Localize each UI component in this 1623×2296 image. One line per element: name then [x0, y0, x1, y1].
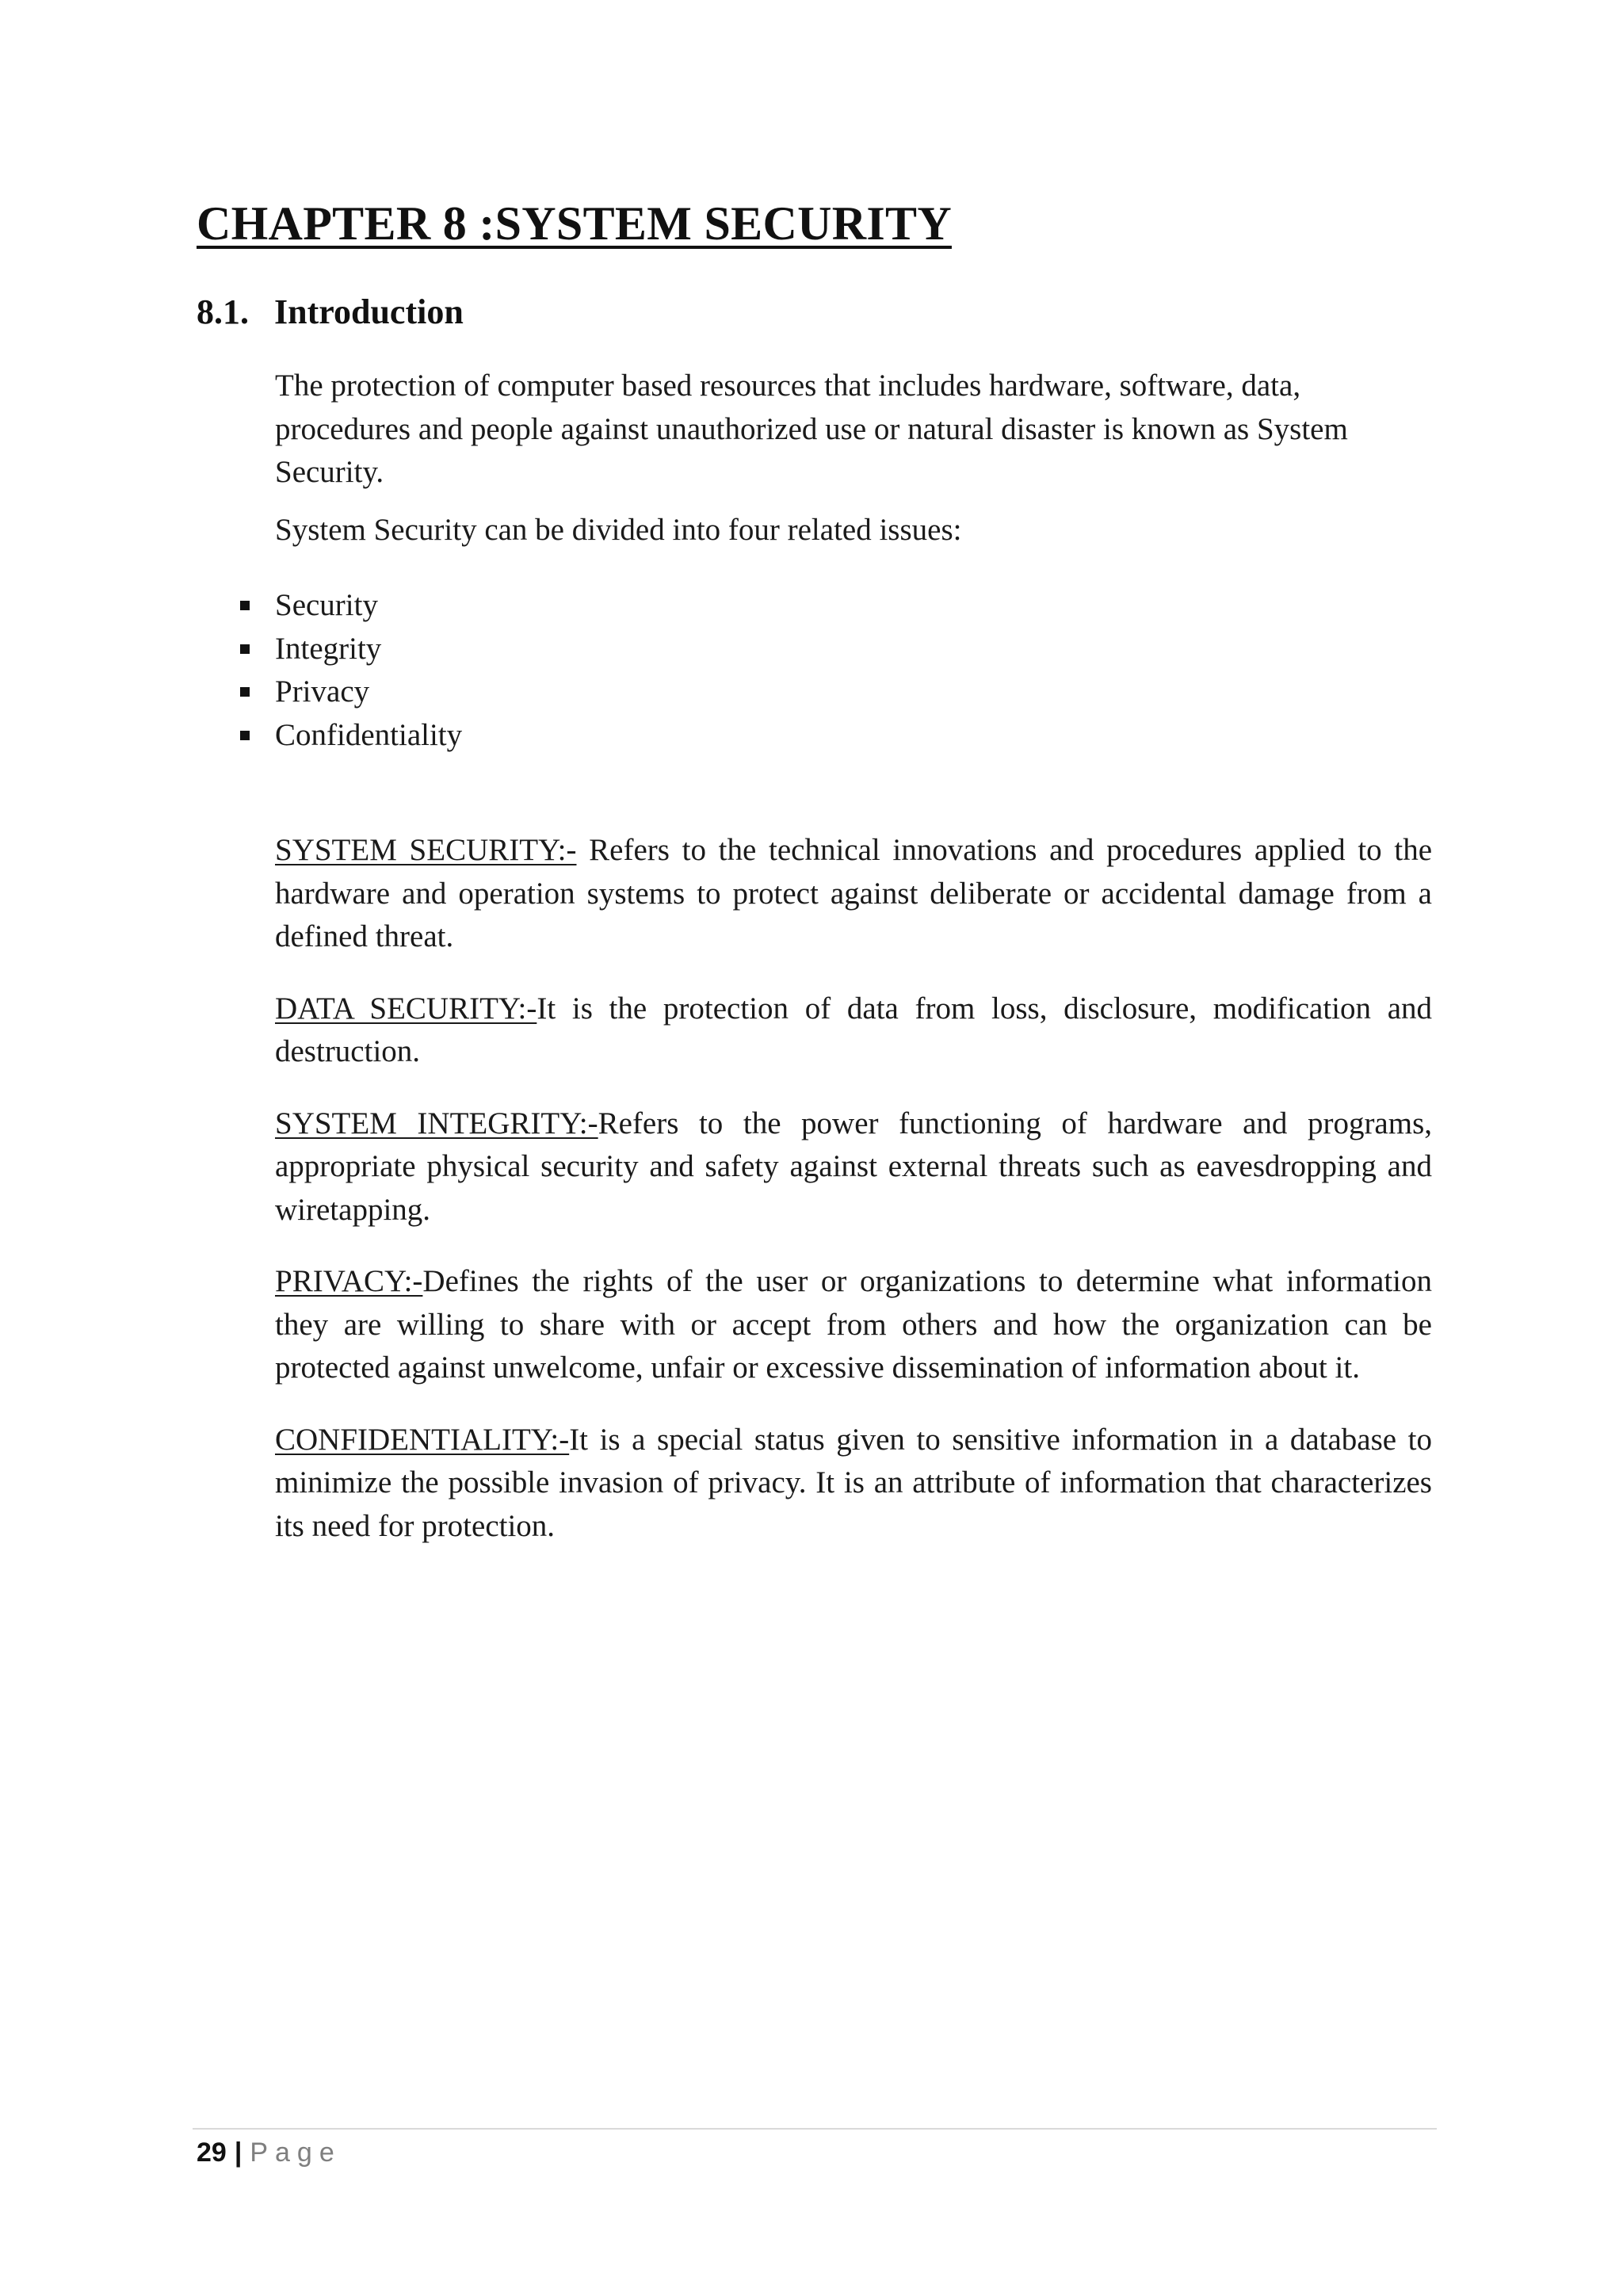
list-item: [238, 628, 462, 671]
definition-term: SYSTEM INTEGRITY:-: [275, 1106, 598, 1140]
issues-list: [238, 584, 462, 757]
definition-term: PRIVACY:-: [275, 1264, 423, 1298]
list-item: [238, 584, 462, 628]
page-number: 29: [197, 2137, 227, 2168]
definitions-block: [275, 829, 1432, 1576]
list-item-label: Confidentiality: [275, 717, 463, 752]
issues-lead-text: System Security can be divided into four related issues:: [275, 512, 962, 547]
chapter-title: CHAPTER 8 :SYSTEM SECURITY: [197, 197, 952, 250]
definition-confidentiality: [275, 1419, 1432, 1549]
square-bullet-icon: [240, 644, 250, 654]
definition-text: It is the protection of data from loss, disclosure, modification and destruction.: [275, 991, 1433, 1068]
intro-paragraph: The protection of computer based resources that includes hardware, software, data, procedures and people against unauthorized use or natural disaster is known as System Security.: [275, 369, 1348, 489]
definition-system-integrity: [275, 1102, 1432, 1232]
footer-separator: |: [234, 2137, 242, 2168]
definition-system-security: [275, 829, 1432, 959]
list-item: [238, 670, 462, 714]
definition-privacy: [275, 1260, 1432, 1390]
page-label: Page: [250, 2137, 342, 2168]
page-footer: [197, 2137, 342, 2168]
definition-text: Defines the rights of the user or organizations to determine what information they are willing to share with or accept from others and how the organization can be protected against unwelcome, unfair or excessive dissemination of information about it.: [275, 1264, 1432, 1385]
definition-term: DATA SECURITY:-: [275, 991, 537, 1026]
list-item-label: Integrity: [275, 631, 382, 666]
definition-term: SYSTEM SECURITY:-: [275, 833, 577, 867]
definition-text: Refers to the power functioning of hardware and programs, appropriate physical security and safety against external threats such as eavesdropping and wiretapping.: [275, 1106, 1433, 1227]
definition-term: CONFIDENTIALITY:-: [275, 1422, 570, 1457]
definition-data-security: [275, 988, 1432, 1074]
list-item-label: Security: [275, 588, 378, 622]
list-item-label: Privacy: [275, 674, 370, 709]
definition-text: It is a special status given to sensitive information in a database to minimize the possible invasion of privacy. It is an attribute of information that characterizes its need for protection.: [275, 1422, 1432, 1543]
square-bullet-icon: [240, 731, 250, 740]
footer-divider: [193, 2128, 1437, 2130]
section-title: Introduction: [274, 292, 464, 331]
section-number: 8.1.: [197, 292, 249, 331]
list-item: [238, 714, 462, 758]
definition-text: Refers to the technical innovations and procedures applied to the hardware and operation systems to protect against deliberate or accidental damage from a defined threat.: [275, 833, 1433, 953]
square-bullet-icon: [240, 601, 250, 610]
square-bullet-icon: [240, 687, 250, 697]
section-heading: [197, 292, 464, 332]
intro-block: [275, 365, 1432, 552]
